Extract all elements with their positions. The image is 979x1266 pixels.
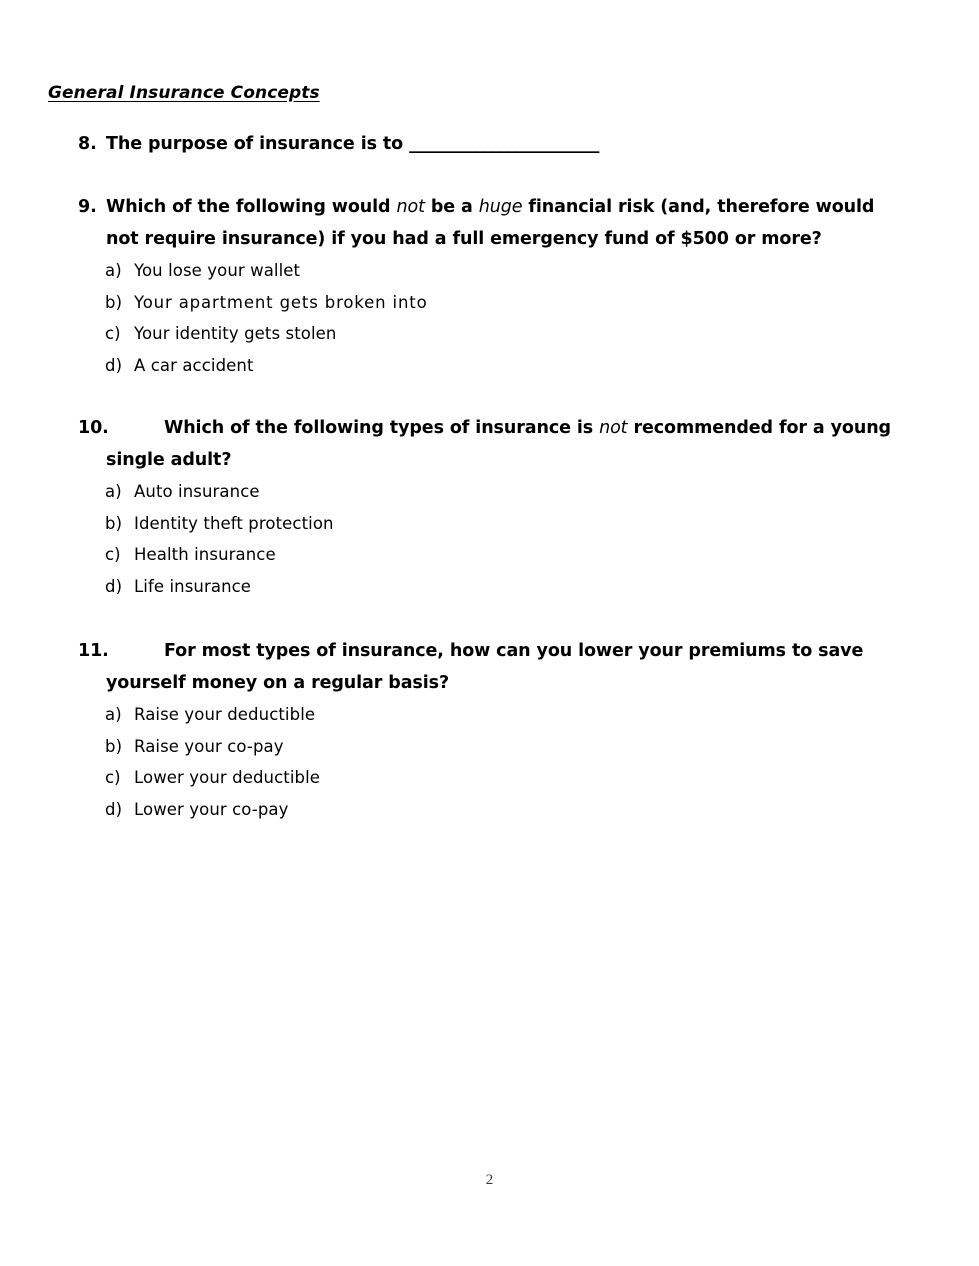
option-item[interactable]	[0, 794, 979, 826]
option-item[interactable]	[0, 699, 979, 731]
question-line	[0, 191, 979, 223]
option-item[interactable]	[0, 539, 979, 571]
emphasis-text: not	[396, 197, 425, 217]
question-line	[0, 635, 979, 667]
option-marker: c)	[105, 545, 121, 564]
option-text: Life insurance	[134, 576, 252, 596]
option-item[interactable]	[0, 571, 979, 603]
question-block	[0, 128, 979, 160]
option-text: Raise your deductible	[134, 705, 316, 724]
option-marker: a)	[105, 705, 122, 724]
question-line	[0, 128, 979, 160]
answer-blank-line[interactable]: _______________________	[409, 134, 599, 154]
option-marker: b)	[105, 513, 123, 533]
text-run: single adult?	[106, 450, 232, 470]
section-heading: General Insurance Concepts	[48, 83, 320, 103]
text-run: be a	[424, 197, 479, 217]
option-text: You lose your wallet	[134, 261, 301, 280]
option-item[interactable]	[0, 762, 979, 794]
question-text	[0, 191, 979, 223]
option-item[interactable]	[0, 255, 979, 287]
text-run: financial risk (and, therefore would	[522, 197, 875, 217]
option-marker: a)	[105, 482, 122, 501]
question-number: 11.	[78, 641, 109, 661]
option-text: Auto insurance	[134, 482, 260, 501]
question-text	[0, 128, 979, 160]
option-marker: d)	[105, 576, 123, 596]
question-number: 8.	[78, 134, 97, 154]
text-run: not require insurance) if you had a full emergency fund of $500 or more?	[106, 229, 822, 249]
question-number: 9.	[78, 197, 97, 217]
text-run: The purpose of insurance is to	[106, 134, 410, 154]
option-marker: c)	[105, 324, 121, 343]
question-line	[0, 667, 979, 699]
option-text: Lower your deductible	[134, 768, 321, 787]
question-line	[0, 444, 979, 476]
option-marker: c)	[105, 768, 121, 787]
option-item[interactable]	[0, 476, 979, 508]
option-marker: b)	[105, 736, 123, 756]
question-line	[0, 412, 979, 444]
question-line	[0, 223, 979, 255]
page-number: 2	[485, 1172, 494, 1188]
option-list	[0, 699, 979, 825]
question-number: 10.	[78, 418, 109, 438]
option-item[interactable]	[0, 731, 979, 763]
text-run: Which of the following would	[106, 197, 397, 217]
question-text	[0, 635, 979, 667]
option-item[interactable]	[0, 287, 979, 319]
question-text	[0, 667, 979, 699]
option-item[interactable]	[0, 318, 979, 350]
question-text	[0, 412, 979, 444]
option-marker: a)	[105, 261, 122, 280]
option-text: A car accident	[134, 355, 254, 375]
option-text: Identity theft protection	[134, 513, 334, 533]
question-block	[0, 412, 979, 602]
option-text: Raise your co-pay	[134, 736, 284, 756]
text-run: Which of the following types of insurance is	[164, 418, 600, 438]
question-block	[0, 191, 979, 381]
emphasis-text: huge	[478, 197, 523, 217]
option-list	[0, 476, 979, 602]
question-text	[0, 223, 979, 255]
option-list	[0, 255, 979, 381]
emphasis-text: not	[599, 418, 628, 438]
option-text: Your apartment gets broken into	[134, 292, 428, 312]
option-item[interactable]	[0, 508, 979, 540]
option-text: Your identity gets stolen	[134, 324, 337, 343]
text-run: yourself money on a regular basis?	[106, 673, 450, 693]
text-run: recommended for a young	[627, 418, 891, 438]
option-item[interactable]	[0, 350, 979, 382]
question-block	[0, 635, 979, 825]
text-run: For most types of insurance, how can you lower your premiums to save	[164, 641, 864, 661]
option-marker: d)	[105, 799, 123, 819]
option-text: Health insurance	[134, 545, 276, 564]
option-marker: d)	[105, 355, 123, 375]
question-text	[0, 444, 979, 476]
option-marker: b)	[105, 292, 123, 312]
option-text: Lower your co-pay	[134, 799, 289, 819]
